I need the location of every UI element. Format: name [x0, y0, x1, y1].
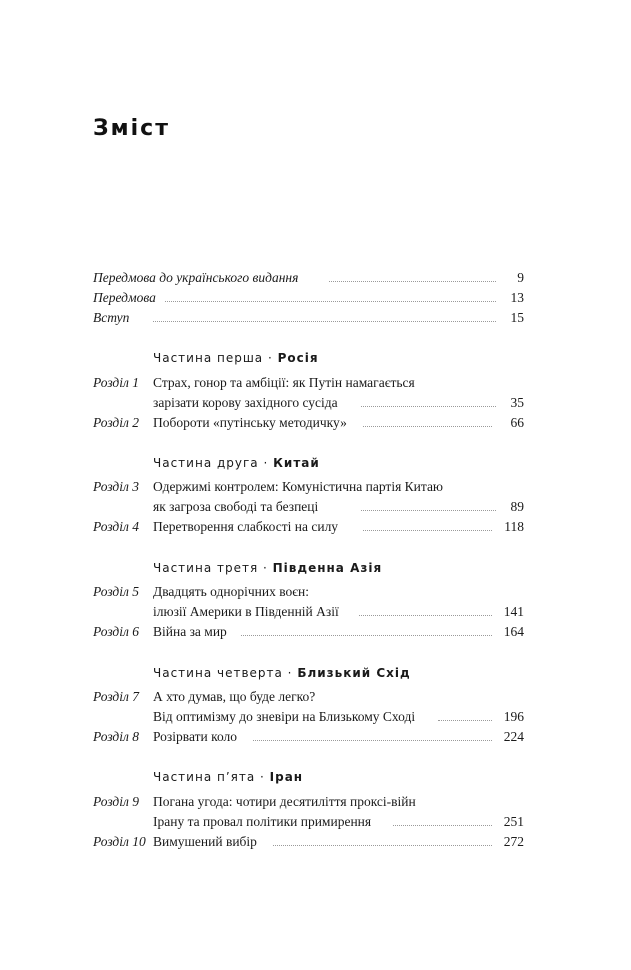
- toc-entry-chapter[interactable]: [93, 622, 524, 642]
- chapter-title-cont: зарізати корову західного сусіда: [153, 395, 338, 410]
- chapter-number: Розділ 7: [93, 689, 140, 704]
- chapter-title: Погана угода: чотири десятиліття проксі-війн: [153, 794, 416, 809]
- toc-entry-chapter[interactable]: [93, 687, 524, 707]
- dot-leader: [363, 530, 492, 531]
- entry-title: Передмова до українського видання: [93, 270, 299, 285]
- part-label: Частина третя: [153, 561, 259, 575]
- toc-entry-front[interactable]: [93, 288, 524, 308]
- chapter-title: А хто думав, що буде легко?: [153, 689, 316, 704]
- page-title: Зміст: [93, 116, 170, 141]
- chapter-title-cont: як загроза свободі та безпеці: [153, 499, 319, 514]
- toc-entry-continuation[interactable]: [93, 707, 524, 727]
- dot-leader: [363, 426, 492, 427]
- chapter-number: Розділ 6: [93, 624, 140, 639]
- chapter-number: Розділ 8: [93, 729, 140, 744]
- part-separator: ·: [263, 351, 278, 365]
- dot-leader: [359, 615, 492, 616]
- entry-page: 272: [503, 834, 524, 849]
- entry-page: 66: [510, 415, 524, 430]
- dot-leader: [153, 321, 496, 322]
- entry-page: 164: [503, 624, 524, 639]
- dot-leader: [165, 301, 496, 302]
- dot-leader: [273, 845, 492, 846]
- chapter-title: Побороти «путінську методичку»: [153, 415, 347, 430]
- part-heading: [153, 453, 320, 473]
- toc-entry-continuation[interactable]: [93, 602, 524, 622]
- part-heading: [153, 663, 411, 683]
- dot-leader: [241, 635, 492, 636]
- toc-entry-front[interactable]: [93, 308, 524, 328]
- toc-entry-front[interactable]: [93, 268, 524, 288]
- entry-page: 251: [503, 814, 524, 829]
- dot-leader: [329, 281, 496, 282]
- chapter-title: Розірвати коло: [153, 729, 238, 744]
- entry-page: 89: [510, 499, 524, 514]
- chapter-number: Розділ 2: [93, 415, 140, 430]
- chapter-title: Страх, гонор та амбіції: як Путін намагається: [153, 375, 415, 390]
- part-separator: ·: [282, 666, 298, 680]
- chapter-title: Двадцять однорічних воєн:: [153, 584, 310, 599]
- toc-entry-chapter[interactable]: [93, 582, 524, 602]
- dot-leader: [393, 825, 492, 826]
- part-heading: [153, 348, 319, 368]
- part-heading: [153, 558, 382, 578]
- toc-entry-chapter[interactable]: [93, 792, 524, 812]
- toc-entry-chapter[interactable]: [93, 832, 524, 852]
- chapter-title-cont: Ірану та провал політики примирення: [153, 814, 372, 829]
- part-name: Китай: [273, 456, 320, 470]
- part-name: Іран: [269, 770, 304, 784]
- part-label: Частина п’ята: [153, 770, 256, 784]
- chapter-title: Одержимі контролем: Комуністична партія Китаю: [153, 479, 444, 494]
- toc-entry-continuation[interactable]: [93, 812, 524, 832]
- toc-entry-chapter[interactable]: [93, 727, 524, 747]
- part-name: Росія: [277, 351, 319, 365]
- part-label: Частина друга: [153, 456, 259, 470]
- entry-page: 9: [517, 270, 524, 285]
- part-separator: ·: [258, 561, 273, 575]
- dot-leader: [438, 720, 492, 721]
- part-heading: [153, 767, 303, 787]
- part-name: Близький Схід: [297, 666, 411, 680]
- entry-page: 13: [510, 290, 524, 305]
- dot-leader: [253, 740, 492, 741]
- chapter-title: Перетворення слабкості на силу: [153, 519, 339, 534]
- chapter-number: Розділ 9: [93, 794, 140, 809]
- entry-page: 118: [504, 519, 524, 534]
- toc-entry-chapter[interactable]: [93, 373, 524, 393]
- part-name: Південна Азія: [272, 561, 383, 575]
- toc-entry-chapter[interactable]: [93, 477, 524, 497]
- chapter-title-cont: Від оптимізму до зневіри на Близькому Сході: [153, 709, 416, 724]
- chapter-number: Розділ 3: [93, 479, 140, 494]
- toc-entry-chapter[interactable]: [93, 517, 524, 537]
- chapter-number: Розділ 10: [93, 834, 146, 849]
- chapter-title: Вимушений вибір: [153, 834, 257, 849]
- chapter-number: Розділ 5: [93, 584, 140, 599]
- entry-page: 15: [510, 310, 524, 325]
- chapter-title: Війна за мир: [153, 624, 227, 639]
- toc-entry-continuation[interactable]: [93, 497, 524, 517]
- entry-page: 196: [503, 709, 524, 724]
- part-separator: ·: [258, 456, 274, 470]
- part-label: Частина перша: [153, 351, 264, 365]
- part-label: Частина четверта: [153, 666, 283, 680]
- toc-entry-chapter[interactable]: [93, 413, 524, 433]
- part-separator: ·: [255, 770, 270, 784]
- dot-leader: [361, 406, 496, 407]
- toc-entry-continuation[interactable]: [93, 393, 524, 413]
- chapter-title-cont: ілюзії Америки в Південній Азії: [153, 604, 339, 619]
- entry-page: 224: [503, 729, 524, 744]
- chapter-number: Розділ 1: [93, 375, 140, 390]
- entry-title: Вступ: [93, 310, 130, 325]
- chapter-number: Розділ 4: [93, 519, 140, 534]
- entry-page: 35: [510, 395, 524, 410]
- dot-leader: [361, 510, 496, 511]
- entry-page: 141: [503, 604, 524, 619]
- entry-title: Передмова: [93, 290, 156, 305]
